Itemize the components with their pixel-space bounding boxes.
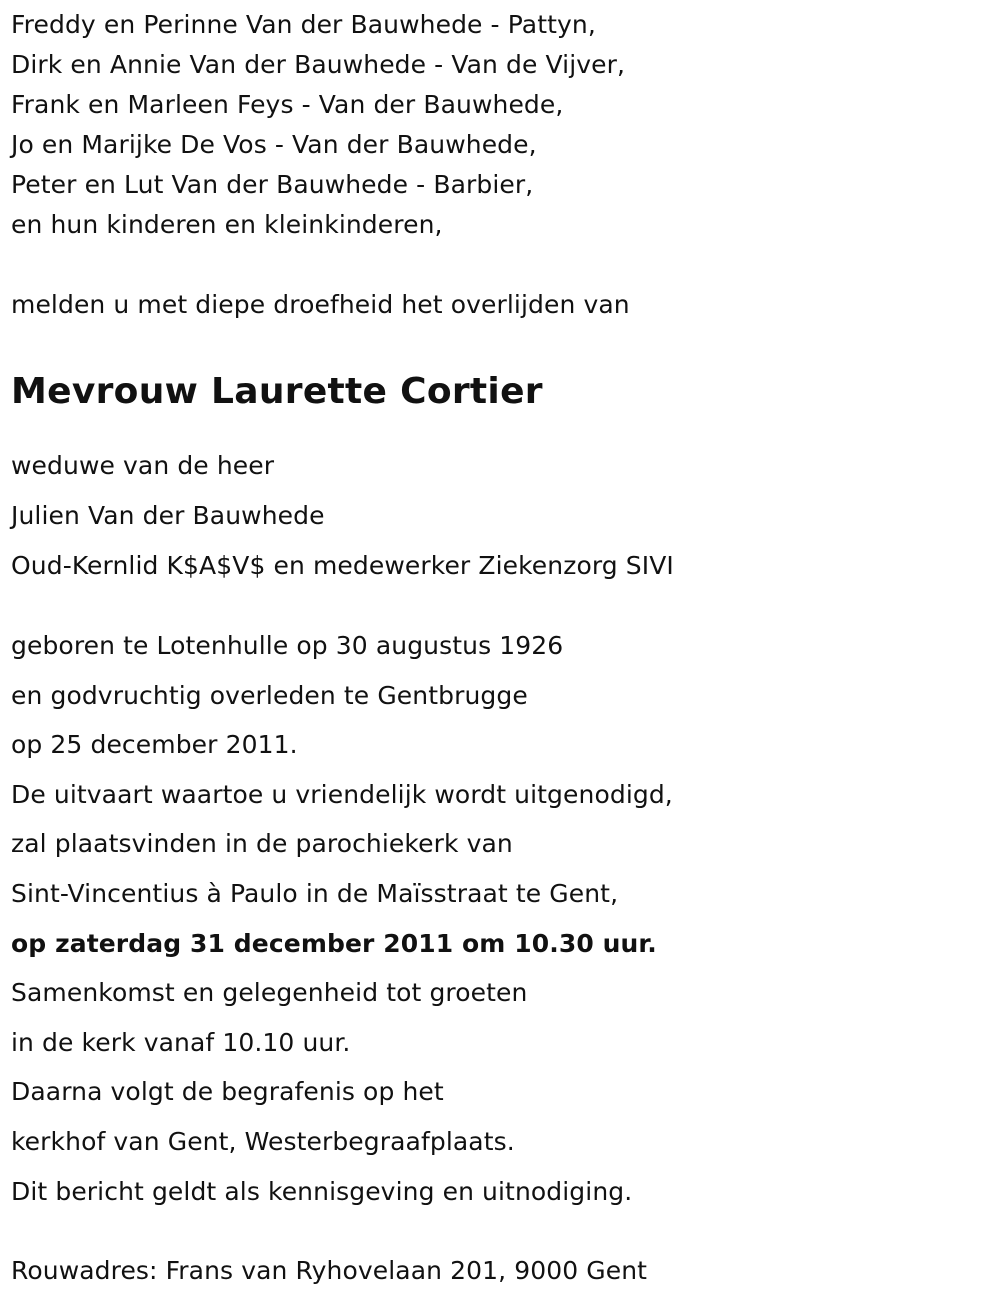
funeral-date-line: op zaterdag 31 december 2011 om 10.30 uur. bbox=[11, 928, 657, 958]
family-line: Freddy en Perinne Van der Bauwhede - Pattyn, bbox=[11, 10, 596, 39]
church-location-line: Sint-Vincentius à Paulo in de Maïsstraat te Gent, bbox=[11, 878, 619, 908]
funeral-details bbox=[11, 621, 986, 1216]
deceased-name: Mevrouw Laurette Cortier bbox=[11, 371, 543, 412]
gathering-time-line: in de kerk vanaf 10.10 uur. bbox=[11, 1027, 351, 1057]
death-place-line: en godvruchtig overleden te Gentbrugge bbox=[11, 680, 528, 710]
widow-line: weduwe van de heer bbox=[11, 451, 275, 480]
membership-line: Oud-Kernlid K$A$V$ en medewerker Ziekenzorg SIVI bbox=[11, 551, 674, 580]
family-list bbox=[11, 5, 986, 245]
cemetery-line: kerkhof van Gent, Westerbegraafplaats. bbox=[11, 1126, 515, 1156]
family-line: Frank en Marleen Feys - Van der Bauwhede, bbox=[11, 90, 564, 119]
gathering-line: Samenkomst en gelegenheid tot groeten bbox=[11, 978, 528, 1008]
funeral-invite-line: De uitvaart waartoe u vriendelijk wordt uitgenodigd, bbox=[11, 779, 673, 809]
notice-line: Dit bericht geldt als kennisgeving en uitnodiging. bbox=[11, 1176, 633, 1206]
church-line: zal plaatsvinden in de parochiekerk van bbox=[11, 829, 513, 859]
birth-line: geboren te Lotenhulle op 30 augustus 1926 bbox=[11, 631, 564, 660]
family-line: en hun kinderen en kleinkinderen, bbox=[11, 210, 443, 239]
mourning-address: Rouwadres: Frans van Ryhovelaan 201, 9000 Gent bbox=[11, 1256, 648, 1286]
widow-info bbox=[11, 441, 986, 591]
death-notice bbox=[11, 0, 986, 1296]
family-line: Jo en Marijke De Vos - Van der Bauwhede, bbox=[11, 130, 537, 159]
spouse-name: Julien Van der Bauwhede bbox=[11, 501, 325, 530]
death-date-line: op 25 december 2011. bbox=[11, 730, 298, 760]
family-line: Peter en Lut Van der Bauwhede - Barbier, bbox=[11, 170, 534, 199]
burial-line: Daarna volgt de begrafenis op het bbox=[11, 1077, 444, 1107]
family-line: Dirk en Annie Van der Bauwhede - Van de Vijver, bbox=[11, 50, 626, 79]
announcement-text: melden u met diepe droefheid het overlijden van bbox=[11, 290, 630, 319]
